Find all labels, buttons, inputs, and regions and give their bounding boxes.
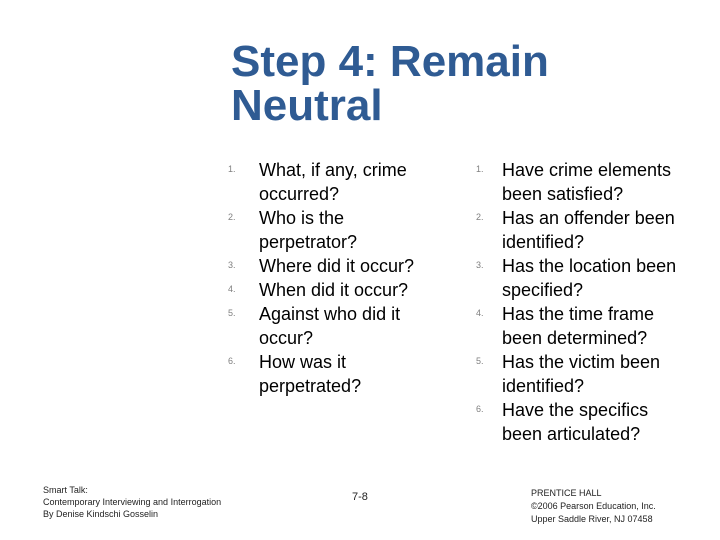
item-number: 5. (228, 308, 236, 318)
list-item (228, 278, 438, 302)
item-number: 3. (476, 260, 484, 270)
item-number: 1. (228, 164, 236, 174)
list-item (470, 302, 682, 350)
list-item (470, 158, 682, 206)
item-text: Has an offender been identified? (502, 208, 675, 252)
right-question-list (470, 158, 682, 446)
item-number: 3. (228, 260, 236, 270)
copyright-line: ©2006 Pearson Education, Inc. (531, 501, 656, 511)
item-text: What, if any, crime occurred? (259, 160, 407, 204)
item-text: Has the victim been identified? (502, 352, 661, 396)
citation-line-2: Contemporary Interviewing and Interrogation (43, 497, 222, 507)
item-text: When did it occur? (259, 280, 409, 300)
publisher-name: PRENTICE HALL (531, 488, 602, 498)
citation-line-1: Smart Talk: (43, 485, 88, 495)
left-question-list (228, 158, 438, 398)
list-item (228, 206, 438, 254)
item-number: 6. (228, 356, 236, 366)
list-item (470, 398, 682, 446)
slide-title (231, 37, 691, 130)
book-citation (43, 484, 273, 520)
item-text: Have the specifics been articulated? (502, 400, 649, 444)
title-line-1: Step 4: Remain (231, 37, 549, 86)
item-text: Have crime elements been satisfied? (502, 160, 672, 204)
item-text: Who is the perpetrator? (259, 208, 358, 252)
item-number: 4. (228, 284, 236, 294)
item-text: Where did it occur? (259, 256, 415, 276)
list-item (228, 350, 438, 398)
corner-decoration (0, 0, 260, 160)
publisher-address: Upper Saddle River, NJ 07458 (531, 514, 653, 524)
list-item (470, 350, 682, 398)
item-text: Has the time frame been determined? (502, 304, 655, 348)
item-number: 1. (476, 164, 484, 174)
list-item (228, 254, 438, 278)
list-item (470, 254, 682, 302)
citation-line-3: By Denise Kindschi Gosselin (43, 509, 159, 519)
publisher-info (531, 487, 711, 526)
list-item (228, 158, 438, 206)
item-text: Against who did it occur? (259, 304, 401, 348)
list-item (228, 302, 438, 350)
list-item (470, 206, 682, 254)
page-number: 7-8 (352, 491, 368, 503)
item-number: 2. (476, 212, 484, 222)
item-number: 2. (228, 212, 236, 222)
item-number: 4. (476, 308, 484, 318)
title-line-2: Neutral (231, 81, 383, 130)
item-number: 6. (476, 404, 484, 414)
item-number: 5. (476, 356, 484, 366)
item-text: How was it perpetrated? (259, 352, 362, 396)
item-text: Has the location been specified? (502, 256, 677, 300)
